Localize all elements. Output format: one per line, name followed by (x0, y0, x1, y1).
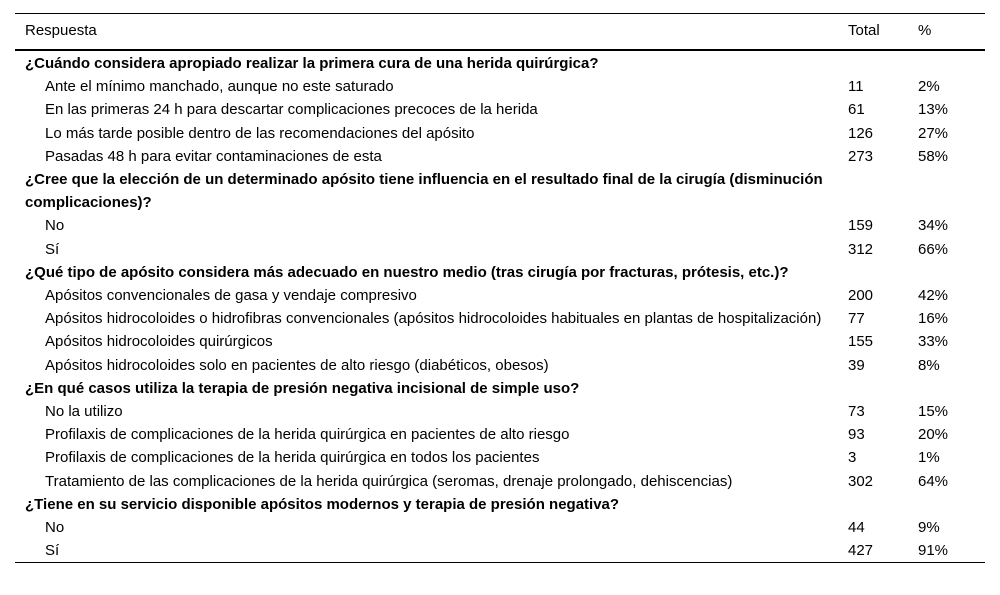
answer-row (15, 539, 985, 563)
answer-percent: 13% (918, 101, 949, 119)
answer-total: 427 (848, 542, 874, 560)
question-text: ¿Tiene en su servicio disponible apósitos modernos y terapia de presión negativa? (25, 495, 620, 513)
answer-percent: 42% (918, 287, 949, 305)
answer-percent: 9% (918, 519, 940, 537)
answer-label: Sí (45, 240, 60, 258)
answer-label: En las primeras 24 h para descartar complicaciones precoces de la herida (45, 101, 538, 119)
column-header-percent: % (918, 14, 985, 51)
answer-percent: 33% (918, 333, 949, 351)
question-text: ¿En qué casos utiliza la terapia de presión negativa incisional de simple uso? (25, 379, 580, 397)
answer-row (15, 330, 985, 353)
answer-total: 302 (848, 472, 874, 490)
answer-percent: 91% (918, 542, 949, 560)
answer-total: 3 (848, 449, 857, 467)
answer-label: Apósitos hidrocoloides solo en pacientes de alto riesgo (diabéticos, obesos) (45, 356, 549, 374)
question-row (15, 168, 985, 214)
answer-percent: 58% (918, 147, 949, 165)
question-row (15, 50, 985, 75)
answer-row (15, 516, 985, 539)
answer-percent: 15% (918, 403, 949, 421)
answer-total: 77 (848, 310, 865, 328)
answer-total: 200 (848, 287, 874, 305)
answer-label: No (45, 519, 65, 537)
question-row (15, 493, 985, 516)
answer-percent: 1% (918, 449, 940, 467)
answer-label: No la utilizo (45, 403, 123, 421)
answer-label: Profilaxis de complicaciones de la herida quirúrgica en todos los pacientes (45, 449, 540, 467)
answer-label: Lo más tarde posible dentro de las recomendaciones del apósito (45, 124, 475, 142)
question-text: ¿Cuándo considera apropiado realizar la primera cura de una herida quirúrgica? (25, 55, 599, 72)
answer-total: 73 (848, 403, 865, 421)
answer-row (15, 284, 985, 307)
header-row (15, 14, 985, 51)
answer-row (15, 354, 985, 377)
answer-row (15, 400, 985, 423)
answer-label: Apósitos hidrocoloides o hidrofibras convencionales (apósitos hidrocoloides habituales en plantas de hospitalización) (45, 310, 822, 328)
question-text: ¿Cree que la elección de un determinado apósito tiene influencia en el resultado final de la cirugía (disminución complicaciones)? (25, 171, 823, 212)
answer-total: 93 (848, 426, 865, 444)
answer-total: 159 (848, 217, 874, 235)
survey-results-table (15, 13, 985, 563)
answer-total: 155 (848, 333, 874, 351)
answer-label: Ante el mínimo manchado, aunque no este saturado (45, 78, 394, 96)
answer-label: Pasadas 48 h para evitar contaminaciones de esta (45, 147, 382, 165)
answer-row (15, 75, 985, 98)
answer-percent: 66% (918, 240, 949, 258)
answer-label: Apósitos hidrocoloides quirúrgicos (45, 333, 273, 351)
answer-total: 44 (848, 519, 865, 537)
answer-total: 61 (848, 101, 865, 119)
answer-row (15, 307, 985, 330)
answer-row (15, 446, 985, 469)
question-row (15, 377, 985, 400)
table-header (15, 14, 985, 51)
answer-total: 312 (848, 240, 874, 258)
answer-row (15, 98, 985, 121)
answer-row (15, 470, 985, 493)
answer-label: Profilaxis de complicaciones de la herida quirúrgica en pacientes de alto riesgo (45, 426, 570, 444)
answer-total: 39 (848, 356, 865, 374)
column-header-total: Total (848, 14, 918, 51)
answer-label: Apósitos convencionales de gasa y vendaje compresivo (45, 287, 417, 305)
answer-percent: 8% (918, 356, 940, 374)
answer-label: Sí (45, 542, 60, 560)
answer-label: Tratamiento de las complicaciones de la herida quirúrgica (seromas, drenaje prolongado, dehiscencias) (45, 472, 733, 490)
answer-percent: 27% (918, 124, 949, 142)
question-row (15, 261, 985, 284)
answer-total: 273 (848, 147, 874, 165)
column-header-respuesta: Respuesta (15, 14, 848, 51)
answer-percent: 2% (918, 78, 940, 96)
answer-label: No (45, 217, 65, 235)
answer-total: 11 (848, 78, 864, 96)
answer-row (15, 423, 985, 446)
answer-total: 126 (848, 124, 874, 142)
answer-percent: 34% (918, 217, 949, 235)
answer-row (15, 214, 985, 237)
question-text: ¿Qué tipo de apósito considera más adecuado en nuestro medio (tras cirugía por fracturas, prótesis, etc.)? (25, 263, 789, 281)
answer-row (15, 145, 985, 168)
answer-percent: 16% (918, 310, 949, 328)
answer-row (15, 122, 985, 145)
table-body (15, 50, 985, 563)
answer-percent: 64% (918, 472, 949, 490)
answer-percent: 20% (918, 426, 949, 444)
answer-row (15, 238, 985, 261)
